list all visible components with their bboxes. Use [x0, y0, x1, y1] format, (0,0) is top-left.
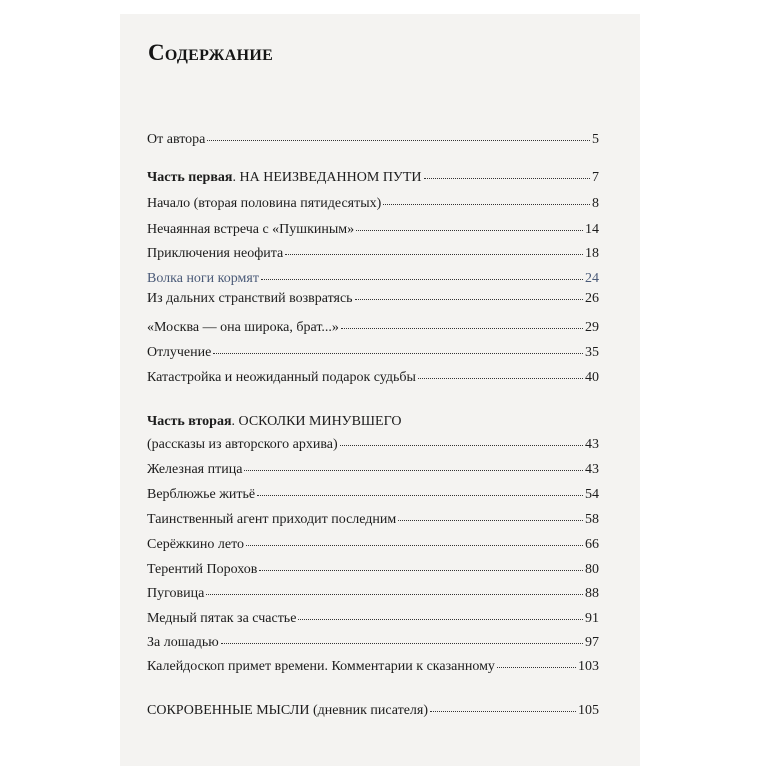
toc-entry — [147, 436, 599, 454]
toc-entry-title: Серёжкино лето — [147, 537, 245, 552]
toc-entry — [147, 221, 599, 239]
toc-entry-page: 91 — [585, 611, 599, 626]
toc-entry-page: 35 — [585, 345, 599, 360]
dot-leader — [246, 545, 583, 546]
dot-leader — [221, 643, 583, 644]
toc-entry-title: Приключения неофита — [147, 246, 284, 261]
toc-entry — [147, 702, 599, 720]
toc-entry-page: 7 — [592, 170, 599, 185]
toc-entry-title: От автора — [147, 132, 206, 147]
part-separator: . — [231, 414, 239, 429]
toc-entry-page: 97 — [585, 635, 599, 650]
dot-leader — [207, 140, 590, 141]
toc-entry — [147, 610, 599, 628]
dot-leader — [213, 353, 583, 354]
toc-entry — [147, 369, 599, 387]
dot-leader — [340, 445, 583, 446]
toc-entry-page: 88 — [585, 586, 599, 601]
toc-entry-page: 40 — [585, 370, 599, 385]
toc-entry-page: 24 — [585, 271, 599, 286]
toc-entry-title: СОКРОВЕННЫЕ МЫСЛИ (дневник писателя) — [147, 703, 429, 718]
toc-entry-title: Пуговица — [147, 586, 205, 601]
toc-entry — [147, 634, 599, 652]
toc-entry-page: 29 — [585, 320, 599, 335]
toc-entry-title: Верблюжье житьё — [147, 487, 256, 502]
toc-entry-title: Начало (вторая половина пятидесятых) — [147, 196, 382, 211]
dot-leader — [261, 279, 583, 280]
dot-leader — [341, 328, 583, 329]
dot-leader — [257, 495, 583, 496]
dot-leader — [398, 520, 583, 521]
toc-entry-from-author — [147, 131, 599, 149]
toc-entry-page: 43 — [585, 437, 599, 452]
toc-entry-title: Калейдоскоп примет времени. Комментарии к сказанному — [147, 659, 495, 674]
toc-entry-title: Из дальних странствий возвратясь — [147, 291, 353, 306]
toc-entry-title: Нечаянная встреча с «Пушкиным» — [147, 222, 355, 237]
toc-entry-page: 54 — [585, 487, 599, 502]
toc-entry — [147, 270, 599, 288]
toc-entry-title: Железная птица — [147, 462, 243, 477]
toc-entry-page: 43 — [585, 462, 599, 477]
toc-entry — [147, 461, 599, 479]
toc-entry-page: 58 — [585, 512, 599, 527]
toc-entry — [147, 585, 599, 603]
dot-leader — [418, 378, 583, 379]
page-title: Содержание — [148, 40, 274, 65]
part-title: ОСКОЛКИ МИНУВШЕГО — [238, 414, 402, 429]
toc-entry-page: 26 — [585, 291, 599, 306]
toc-entry — [147, 561, 599, 579]
toc-entry-part-one — [147, 169, 599, 187]
toc-entry — [147, 344, 599, 362]
toc-entry-part-two — [147, 413, 599, 431]
toc-entry-title: Катастройка и неожиданный подарок судьбы — [147, 370, 416, 385]
toc-entry-title: Отлучение — [147, 345, 212, 360]
dot-leader — [424, 178, 590, 179]
toc-entry-page: 80 — [585, 562, 599, 577]
dot-leader — [244, 470, 583, 471]
toc-entry-title: Медный пятак за счастье — [147, 611, 297, 626]
toc-entry — [147, 195, 599, 213]
part-title: НА НЕИЗВЕДАННОМ ПУТИ — [239, 170, 422, 185]
toc-entry-page: 14 — [585, 222, 599, 237]
dot-leader — [497, 667, 576, 668]
toc-entry-title: Волка ноги кормят — [147, 271, 259, 286]
toc-entry — [147, 536, 599, 554]
toc-entry — [147, 486, 599, 504]
toc-entry-page: 66 — [585, 537, 599, 552]
part-label: Часть первая — [147, 170, 233, 185]
toc-entry — [147, 290, 599, 308]
toc-entry-page: 105 — [578, 703, 599, 718]
toc-entry-page: 5 — [592, 132, 599, 147]
toc-entry-page: 18 — [585, 246, 599, 261]
dot-leader — [259, 570, 583, 571]
toc-entry-page: 103 — [578, 659, 599, 674]
dot-leader — [206, 594, 583, 595]
toc-entry — [147, 319, 599, 337]
part-separator: . — [232, 170, 240, 185]
toc-entry-title: (рассказы из авторского архива) — [147, 437, 338, 452]
toc-entry — [147, 511, 599, 529]
dot-leader — [298, 619, 583, 620]
dot-leader — [430, 711, 576, 712]
toc-entry-title: За лошадью — [147, 635, 219, 650]
toc-entry-page: 8 — [592, 196, 599, 211]
book-page — [120, 14, 640, 766]
dot-leader — [285, 254, 583, 255]
dot-leader — [355, 299, 583, 300]
toc-entry-title: «Москва — она широка, брат...» — [147, 320, 339, 335]
dot-leader — [356, 230, 583, 231]
toc-entry — [147, 658, 599, 676]
toc-entry-title — [147, 169, 422, 187]
part-label: Часть вторая — [147, 414, 232, 429]
toc-entry — [147, 245, 599, 263]
toc-entry-title: Терентий Порохов — [147, 562, 258, 577]
toc-entry-title: Таинственный агент приходит последним — [147, 512, 397, 527]
toc-entry-title — [147, 413, 401, 431]
dot-leader — [383, 204, 590, 205]
